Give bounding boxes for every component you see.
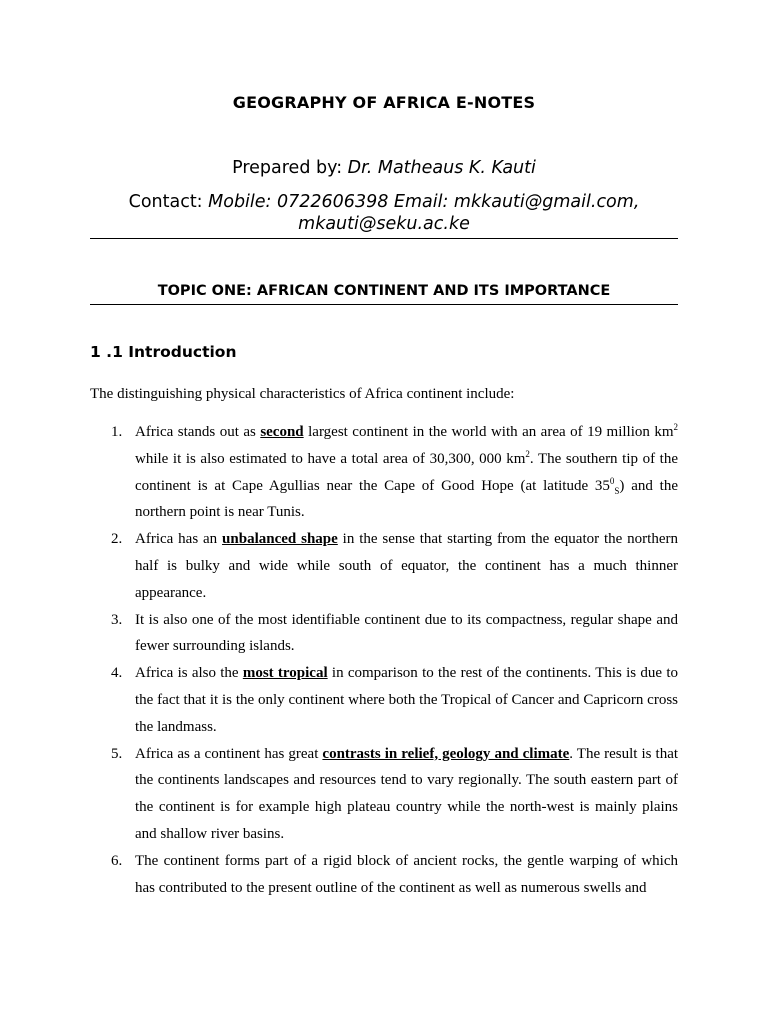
list-item [90,741,678,848]
superscript: 2 [525,448,530,459]
list-item-number: 1. [111,424,123,440]
emphasis-text: unbalanced shape [222,531,338,548]
list-item [90,607,678,661]
list-item-text: largest continent in the world with an area of 19 million km [303,424,674,440]
list-item-text: in comparison to the rest of the continents. This is due to the fact that it is the only continent where both the Tropical of Cancer and Capricorn cross the landmass. [135,665,678,735]
list-item-text: in the sense that starting from the equator the northern half is bulky and wide while south of equator, the continent has a much thinner appearance. [135,531,678,601]
list-item-text: . The southern tip of the continent is at Cape Agullias near the Cape of Good Hope (at latitude 35 [135,450,678,494]
list-item-text: ) and the northern point is near Tunis. [135,477,678,521]
list-item-text: while it is also estimated to have a total area of 30,300, 000 km [135,450,526,467]
author-name: Dr. Matheaus K. Kauti [347,158,536,178]
emphasis-text: contrasts in relief, geology and climate [322,745,570,762]
document-title: GEOGRAPHY OF AFRICA E-NOTES [232,93,536,112]
list-item [90,660,678,740]
list-item-text: The continent forms part of a rigid block of ancient rocks, the gentle warping of which has contributed to the present outline of the continent as well as numerous swells and [135,852,678,896]
list-item-text: Africa as a continent has great [135,745,323,762]
contact-label: Contact: [128,192,209,212]
list-item-text: Africa is also the [135,665,243,682]
emphasis-text: most tropical [242,665,328,682]
emphasis-text: second [260,424,304,440]
list-item-number: 2. [111,531,123,548]
superscript: 0 [609,475,615,486]
topic-heading: TOPIC ONE: AFRICAN CONTINENT AND ITS IMPORTANCE [157,283,611,299]
list-item [90,419,678,526]
section-heading: 1 .1 Introduction [90,343,237,361]
prepared-by-label: Prepared by: [232,158,348,178]
intro-paragraph: The distinguishing physical characteristics of Africa continent include: [90,386,515,402]
list-item [90,526,678,606]
list-item-text: Africa has an [135,531,223,548]
contact-details: Mobile: 0722606398 Email: mkkauti@gmail.com, mkauti@seku.ac.ke [208,192,640,234]
list-item-text: . The result is that the continents landscapes and resources tend to vary regionally. The south eastern part of the continent is for example high plateau country while the north-west is mainly plains and shallow river basins. [135,745,679,842]
subscript: S [614,485,620,496]
list-item-number: 5. [111,745,123,762]
characteristics-list [90,419,678,901]
list-item-text: Africa stands out as [135,424,261,440]
superscript: 2 [673,422,678,432]
header-divider [90,238,678,239]
list-item-number: 3. [111,611,123,628]
list-item-text: It is also one of the most identifiable continent due to its compactness, regular shape and fewer surrounding islands. [135,611,678,655]
list-item [90,848,678,902]
list-item-number: 4. [111,665,123,682]
list-item-number: 6. [111,852,123,869]
prepared-by-line [0,158,768,178]
topic-divider [90,304,678,305]
contact-line [90,191,678,235]
